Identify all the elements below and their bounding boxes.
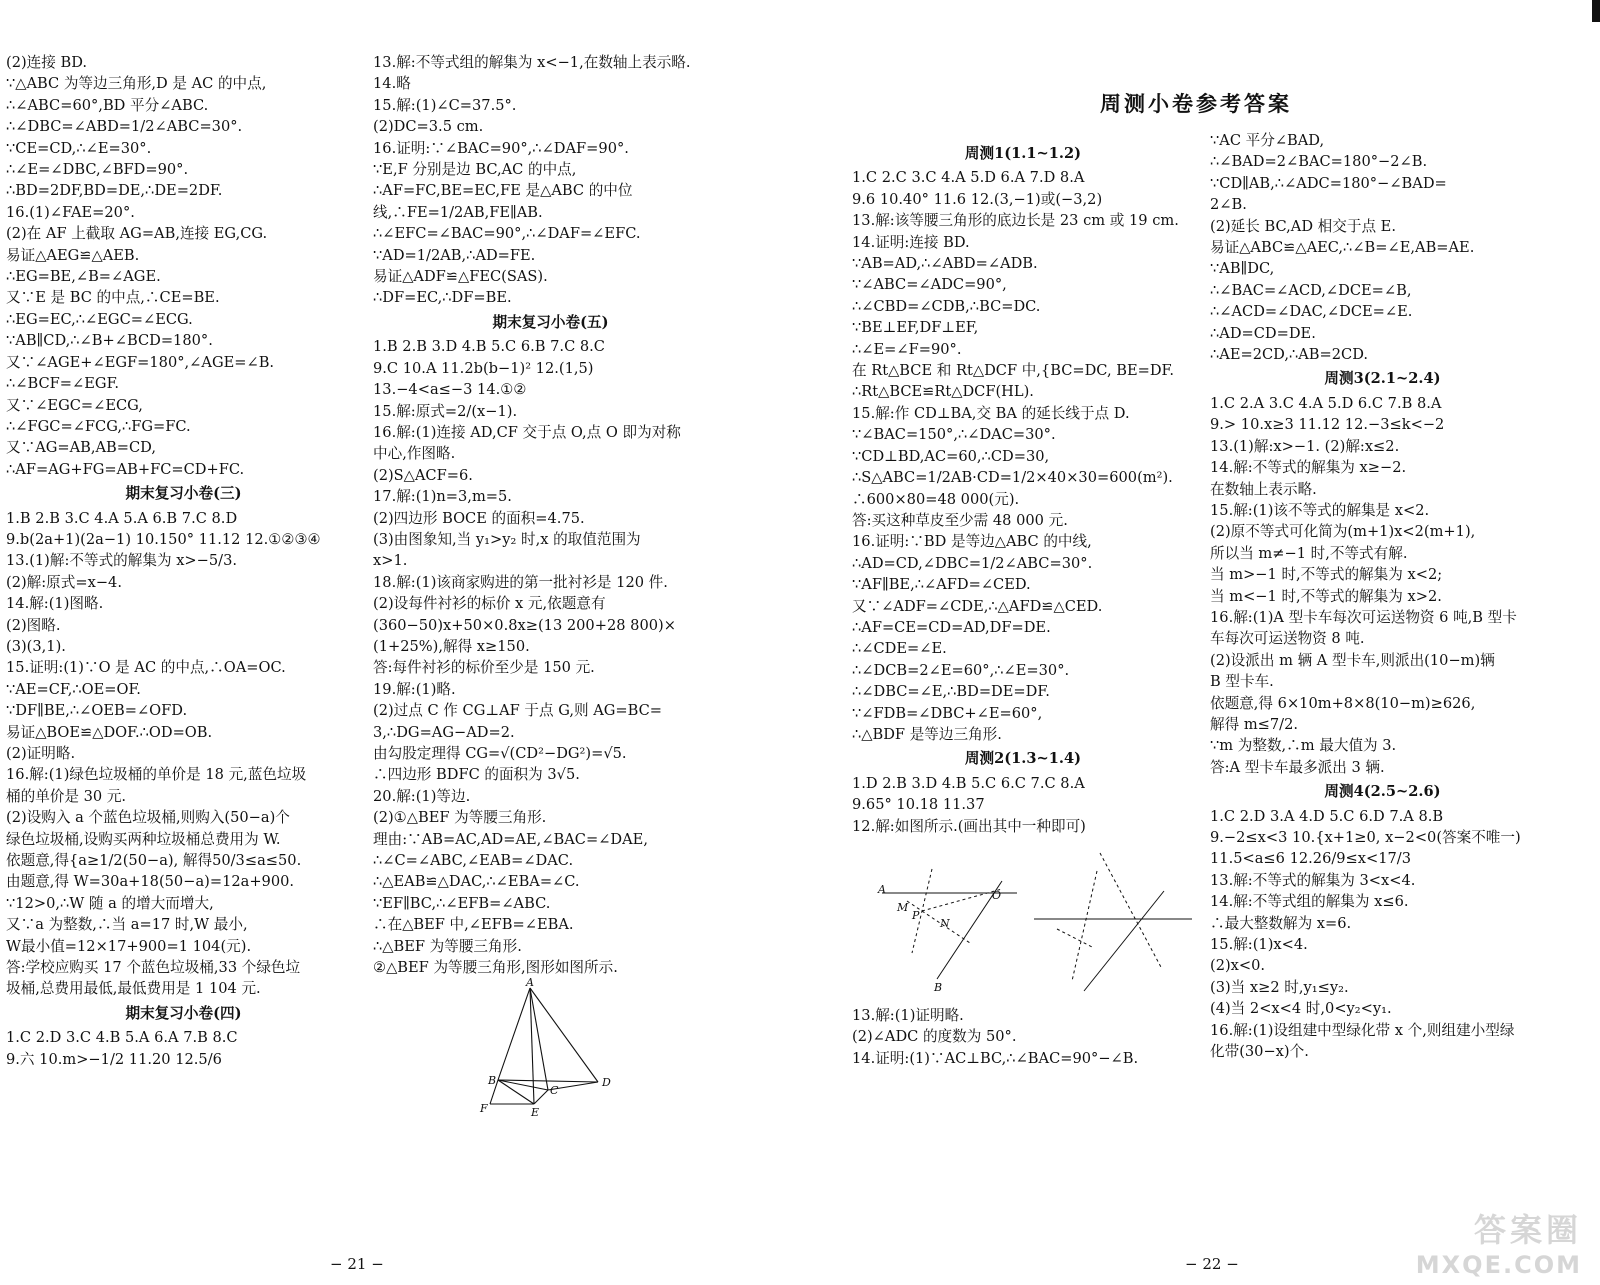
answer-line: 由题意,得 W=30a+18(50−a)=12a+900. xyxy=(6,873,295,891)
section-heading: 期末复习小卷(四) xyxy=(125,1004,242,1022)
answer-line: 1.C 2.A 3.C 4.A 5.D 6.C 7.B 8.A xyxy=(1210,394,1442,412)
section-heading: 周测1(1.1~1.2) xyxy=(964,145,1082,162)
answer-line: 当 m<−1 时,不等式的解集为 x>2. xyxy=(1210,587,1442,605)
answer-line: ∵CE=CD,∴∠E=30°. xyxy=(6,139,152,157)
section-heading: 周测3(2.1~2.4) xyxy=(1324,370,1441,388)
answer-line: ∵E,F 分别是边 BC,AC 的中点, xyxy=(373,161,577,179)
answer-line: 9.b(2a+1)(2a−1) 10.150° 11.12 12.①②③④ xyxy=(6,530,321,548)
figure-line xyxy=(1100,853,1162,969)
answer-line: 答:学校应购买 17 个蓝色垃圾桶,33 个绿色垃 xyxy=(6,959,301,977)
figure-label: N xyxy=(940,917,950,930)
answer-line: (2)x<0. xyxy=(1210,957,1266,975)
answer-line: (360−50)x+50×0.8x≥(13 200+28 800)× xyxy=(373,616,676,634)
answer-line: 答:A 型卡车最多派出 3 辆. xyxy=(1210,758,1385,776)
answer-line: ∴∠ABC=60°,BD 平分∠ABC. xyxy=(6,96,209,114)
answer-line: B 型卡车. xyxy=(1210,673,1274,691)
section-heading: 周测2(1.3~1.4) xyxy=(964,750,1082,768)
answer-line: 所以当 m≠−1 时,不等式有解. xyxy=(1210,544,1408,562)
answer-line: 依题意,得 6×10m+8×8(10−m)≥626, xyxy=(1210,694,1476,712)
answer-line: ∴AF=AG+FG=AB+FC=CD+FC. xyxy=(6,460,245,478)
answer-line: 1.D 2.B 3.D 4.B 5.C 6.C 7.C 8.A xyxy=(852,774,1085,792)
figure-segment xyxy=(530,988,598,1082)
answer-line: ∴∠CDE=∠E. xyxy=(852,640,947,658)
answer-line: ∴∠BCF=∠EGF. xyxy=(6,375,120,393)
page-title: 周测小卷参考答案 xyxy=(1100,91,1292,116)
answer-line: (2)过点 C 作 CG⊥AF 于点 G,则 AG=BC= xyxy=(373,702,663,720)
answer-line: ∴△BEF 为等腰三角形. xyxy=(373,937,522,955)
answer-line: 14.证明:连接 BD. xyxy=(852,233,970,251)
figure-line xyxy=(922,889,1002,911)
left-column-2 xyxy=(373,52,728,1120)
answer-line: 14.解:不等式的解集为 x≥−2. xyxy=(1210,459,1407,477)
figure-line xyxy=(1072,871,1097,981)
triangle-figure xyxy=(480,976,628,1120)
answer-line: 14.略 xyxy=(373,75,411,93)
answer-line: ∵CD∥AB,∴∠ADC=180°−∠BAD= xyxy=(1210,174,1447,192)
answer-line: 9.65° 10.18 11.37 xyxy=(852,796,985,814)
answer-line: ∵∠ABC=∠ADC=90°, xyxy=(852,276,1007,294)
answer-line: (2)设购入 a 个蓝色垃圾桶,则购入(50−a)个 xyxy=(6,809,290,827)
section-heading: 期末复习小卷(五) xyxy=(492,313,609,331)
answer-line: 17.解:(1)n=3,m=5. xyxy=(373,488,512,506)
answer-line: ∴600×80=48 000(元). xyxy=(852,490,1020,508)
answer-line: ∴∠FGC=∠FCG,∴FG=FC. xyxy=(6,417,191,435)
answer-line: (2)原不等式可化简为(m+1)x<2(m+1), xyxy=(1210,523,1476,541)
answer-line: 15.解:(1)∠C=37.5°. xyxy=(373,96,517,114)
section-heading: 周测4(2.5~2.6) xyxy=(1324,783,1441,801)
answer-line: 绿色垃圾桶,设购买两种垃圾桶总费用为 W. xyxy=(6,830,281,848)
answer-line: ∴△BDF 是等边三角形. xyxy=(852,725,1002,743)
answer-line: (2)在 AF 上截取 AG=AB,连接 EG,CG. xyxy=(6,225,268,243)
answer-line: ∴AD=CD=DE. xyxy=(1210,324,1316,342)
figure-line xyxy=(907,901,970,943)
answer-line: 9.−2≤x<3 10.{x+1≥0, x−2<0(答案不唯一) xyxy=(1210,829,1521,846)
answer-line: 15.解:(1)x<4. xyxy=(1210,936,1308,954)
answer-line: ∵AE=CF,∴OE=OF. xyxy=(6,680,141,698)
answer-line: 15.解:作 CD⊥BA,交 BA 的延长线于点 D. xyxy=(852,404,1130,422)
answer-line: (2)∠ADC 的度数为 50°. xyxy=(852,1028,1017,1046)
answer-line: ∴∠BAD=2∠BAC=180°−2∠B. xyxy=(1210,153,1428,171)
answer-line: 16.证明:∵∠BAC=90°,∴∠DAF=90°. xyxy=(373,139,629,157)
answer-line: ∵AB=AD,∴∠ABD=∠ADB. xyxy=(852,255,1038,273)
answer-line: 14.解:不等式组的解集为 x≤6. xyxy=(1210,893,1409,911)
answer-line: 易证△ABC≌△AEC,∴∠B=∠E,AB=AE. xyxy=(1210,239,1475,257)
answer-line: ∵BE⊥EF,DF⊥EF, xyxy=(852,319,979,337)
answer-line: ∵12>0,∴W 随 a 的增大而增大, xyxy=(6,894,214,912)
figure-label: A xyxy=(526,976,534,990)
answer-line: (2)四边形 BOCE 的面积=4.75. xyxy=(373,509,585,527)
answer-line: ∴EG=BE,∠B=∠AGE. xyxy=(6,268,161,286)
answer-line: 在 Rt△BCE 和 Rt△DCF 中,{BC=DC, BE=DF. xyxy=(852,362,1175,380)
answer-line: 中心,作图略. xyxy=(373,445,456,463)
answer-line: 13.解:不等式组的解集为 x<−1,在数轴上表示略. xyxy=(373,54,691,71)
answer-line: ∵∠BAC=150°,∴∠DAC=30°. xyxy=(852,426,1056,444)
answer-line: 13.解:不等式的解集为 3<x<4. xyxy=(1210,871,1416,889)
answer-line: ∴AE=2CD,∴AB=2CD. xyxy=(1210,346,1369,364)
left-column-1 xyxy=(6,52,361,1070)
answer-line: 13.(1)解:不等式的解集为 x>−5/3. xyxy=(6,552,237,570)
right-column-1 xyxy=(852,140,1194,1069)
right-column-2 xyxy=(1210,130,1555,1062)
answer-line: 答:买这种草皮至少需 48 000 元. xyxy=(852,511,1068,529)
answer-line: (2)解:原式=x−4. xyxy=(6,573,122,591)
answer-line: ∴最大整数解为 x=6. xyxy=(1210,914,1352,932)
answer-line: 14.证明:(1)∵AC⊥BC,∴∠BAC=90°−∠B. xyxy=(852,1049,1139,1067)
answer-line: 在数轴上表示略. xyxy=(1210,480,1317,498)
section-heading: 期末复习小卷(三) xyxy=(125,485,242,503)
answer-line: 易证△ADF≌△FEC(SAS). xyxy=(373,268,548,286)
answer-line: (3)由图象知,当 y₁>y₂ 时,x 的取值范围为 xyxy=(373,530,641,548)
answer-line: x>1. xyxy=(373,552,408,570)
answer-line: 又∵E 是 BC 的中点,∴CE=BE. xyxy=(6,289,220,307)
answer-line: ∵EF∥BC,∴∠EFB=∠ABC. xyxy=(373,894,551,912)
answer-line: ∴∠C=∠ABC,∠EAB=∠DAC. xyxy=(373,852,574,870)
answer-line: (1+25%),解得 x≥150. xyxy=(373,637,530,655)
answer-line: 由勾股定理得 CG=√(CD²−DG²)=√5. xyxy=(373,745,627,762)
answer-line: 9.> 10.x≥3 11.12 12.−3≤k<−2 xyxy=(1210,416,1445,434)
answer-line: 车每次可运送物资 8 吨. xyxy=(1210,630,1365,648)
answer-line: 1.B 2.B 3.C 4.A 5.A 6.B 7.C 8.D xyxy=(6,509,238,527)
figure-label: E xyxy=(531,1106,540,1120)
answer-line: 依题意,得{a≥1/2(50−a), 解得50/3≤a≤50. xyxy=(6,852,302,870)
geometry-figures xyxy=(852,841,1192,1001)
figure-label: B xyxy=(934,981,943,994)
answer-line: 桶的单价是 30 元. xyxy=(6,787,127,805)
page-number-left: − 21 − xyxy=(330,1255,384,1273)
answer-line: 1.C 2.C 3.C 4.A 5.D 6.A 7.D 8.A xyxy=(852,169,1085,187)
answer-line: 1.B 2.B 3.D 4.B 5.C 6.B 7.C 8.C xyxy=(373,338,605,356)
answer-line: ∵AC 平分∠BAD, xyxy=(1210,132,1325,149)
figure-line xyxy=(1057,929,1092,947)
answer-line: ∴BD=2DF,BD=DE,∴DE=2DF. xyxy=(6,182,223,200)
answer-line: (2)证明略. xyxy=(6,745,76,762)
answer-line: ∴四边形 BDFC 的面积为 3√5. xyxy=(373,766,580,784)
answer-line: ∴AF=CE=CD=AD,DF=DE. xyxy=(852,618,1051,636)
answer-line: ∴S△ABC=1/2AB·CD=1/2×40×30=600(m²). xyxy=(852,469,1173,487)
answer-line: 9.六 10.m>−1/2 11.20 12.5/6 xyxy=(6,1050,222,1068)
answer-line: (3)当 x≥2 时,y₁≤y₂. xyxy=(1210,978,1349,996)
answer-line: 当 m>−1 时,不等式的解集为 x<2; xyxy=(1210,566,1443,584)
answer-line: 20.解:(1)等边. xyxy=(373,787,471,805)
answer-line: 解得 m≤7/2. xyxy=(1210,715,1299,733)
answer-line: ②△BEF 为等腰三角形,图形如图所示. xyxy=(373,959,618,977)
answer-line: (2)S△ACF=6. xyxy=(373,466,473,484)
answer-line: 又∵∠EGC=∠ECG, xyxy=(6,396,143,414)
answer-line: ∵∠FDB=∠DBC+∠E=60°, xyxy=(852,704,1043,722)
answer-line: 易证△AEG≌△AEB. xyxy=(6,246,140,264)
answer-line: ∴EG=EC,∴∠EGC=∠ECG. xyxy=(6,310,193,328)
answer-line: ∵CD⊥BD,AC=60,∴CD=30, xyxy=(852,447,1050,465)
answer-line: 16.解:(1)设组建中型绿化带 x 个,则组建小型绿 xyxy=(1210,1021,1515,1039)
answer-line: (2)设派出 m 辆 A 型卡车,则派出(10−m)辆 xyxy=(1210,651,1495,669)
answer-line: 11.5<a≤6 12.26/9≤x<17/3 xyxy=(1210,850,1412,868)
answer-line: ∴∠DBC=∠E,∴BD=DE=DF. xyxy=(852,683,1050,701)
answer-line: 又∵a 为整数,∴当 a=17 时,W 最小, xyxy=(6,916,248,934)
answer-line: 理由:∵AB=AC,AD=AE,∠BAC=∠DAE, xyxy=(373,830,648,848)
figure-label: P xyxy=(912,909,920,922)
answer-line: (2)连接 BD. xyxy=(6,54,88,71)
figure-line xyxy=(1084,891,1164,991)
figure-segment xyxy=(534,1090,548,1104)
answer-line: 13.解:该等腰三角形的底边长是 23 cm 或 19 cm. xyxy=(852,212,1179,230)
answer-line: 12.解:如图所示.(画出其中一种即可) xyxy=(852,817,1086,835)
answer-line: ∴∠DBC=∠ABD=1/2∠ABC=30°. xyxy=(6,118,243,136)
answer-line: (2)图略. xyxy=(6,616,61,634)
answer-line: 又∵∠ADF=∠CDE,∴△AFD≌△CED. xyxy=(852,597,1103,615)
answer-line: 又∵AG=AB,AB=CD, xyxy=(6,439,156,457)
answer-line: 16.解:(1)连接 AD,CF 交于点 O,点 O 即为对称 xyxy=(373,423,681,441)
answer-line: 答:每件衬衫的标价至少是 150 元. xyxy=(373,659,595,677)
answer-line: ∴∠CBD=∠CDB,∴BC=DC. xyxy=(852,297,1041,315)
answer-line: 13.解:(1)证明略. xyxy=(852,1007,964,1024)
figure-label: C xyxy=(550,1084,559,1098)
answer-line: ∴AD=CD,∠DBC=1/2∠ABC=30°. xyxy=(852,554,1093,572)
answer-line: 16.解:(1)绿色垃圾桶的单价是 18 元,蓝色垃圾 xyxy=(6,766,307,784)
answer-line: (2)延长 BC,AD 相交于点 E. xyxy=(1210,217,1396,235)
answer-line: 19.解:(1)略. xyxy=(373,680,456,698)
watermark xyxy=(1416,1205,1582,1279)
answer-line: (4)当 2<x<4 时,0<y₂<y₁. xyxy=(1210,1000,1392,1018)
answer-line: 化带(30−x)个. xyxy=(1210,1043,1309,1061)
answer-line: ∵AF∥BE,∴∠AFD=∠CED. xyxy=(852,576,1031,594)
page-number-right: − 22 − xyxy=(1185,1255,1239,1273)
answer-line: ∴∠DCB=2∠E=60°,∴∠E=30°. xyxy=(852,661,1070,679)
answer-line: ∴∠ACD=∠DAC,∠DCE=∠E. xyxy=(1210,303,1413,321)
answer-line: ∴Rt△BCE≌Rt△DCF(HL). xyxy=(852,383,1034,401)
answer-line: ∴∠E=∠DBC,∠BFD=90°. xyxy=(6,161,189,179)
answer-line: 18.解:(1)该商家购进的第一批衬衫是 120 件. xyxy=(373,573,668,591)
right-page xyxy=(800,0,1600,1285)
answer-line: 15.证明:(1)∵O 是 AC 的中点,∴OA=OC. xyxy=(6,659,286,677)
figure-label: M xyxy=(897,901,909,914)
answer-line: ∴∠E=∠F=90°. xyxy=(852,340,962,358)
answer-line: 9.C 10.A 11.2b(b−1)² 12.(1,5) xyxy=(373,359,594,377)
answer-line: ∵△ABC 为等边三角形,D 是 AC 的中点, xyxy=(6,75,267,93)
figure-label: D xyxy=(602,1076,611,1090)
answer-line: (3)(3,1). xyxy=(6,637,66,655)
answer-line: 1.C 2.D 3.A 4.D 5.C 6.D 7.A 8.B xyxy=(1210,807,1444,825)
answer-line: W最小值=12×17+900=1 104(元). xyxy=(6,937,252,955)
figure-label: A xyxy=(878,883,886,896)
figure-label: O xyxy=(992,889,1002,902)
answer-line: 15.解:(1)该不等式的解集是 x<2. xyxy=(1210,501,1430,519)
answer-line: 15.解:原式=2/(x−1). xyxy=(373,402,518,420)
answer-line: ∵m 为整数,∴m 最大值为 3. xyxy=(1210,737,1397,755)
answer-line: ∵DF∥BE,∴∠OEB=∠OFD. xyxy=(6,702,188,720)
answer-line: (2)①△BEF 为等腰三角形. xyxy=(373,809,547,827)
answer-line: 13.(1)解:x>−1. (2)解:x≤2. xyxy=(1210,437,1400,455)
answer-line: ∴∠BAC=∠ACD,∠DCE=∠B, xyxy=(1210,281,1412,299)
answer-line: 线,∴FE=1/2AB,FE∥AB. xyxy=(373,203,543,221)
answer-line: (2)设每件衬衫的标价 x 元,依题意有 xyxy=(373,595,606,613)
answer-line: 14.解:(1)图略. xyxy=(6,595,104,613)
answer-line: 3,∴DG=AG−AD=2. xyxy=(373,723,515,741)
answer-line: 16.解:(1)A 型卡车每次可运送物资 6 吨,B 型卡 xyxy=(1210,608,1517,626)
watermark-text: 答案圈 xyxy=(1473,1211,1582,1249)
answer-line: 又∵∠AGE+∠EGF=180°,∠AGE=∠B. xyxy=(6,353,275,371)
answer-line: ∴AF=FC,BE=EC,FE 是△ABC 的中位 xyxy=(373,182,633,200)
figure-label: B xyxy=(488,1074,497,1088)
answer-line: 9.6 10.40° 11.6 12.(3,−1)或(−3,2) xyxy=(852,190,1103,208)
answer-line: ∴△EAB≌△DAC,∴∠EBA=∠C. xyxy=(373,873,580,891)
answer-line: 16.(1)∠FAE=20°. xyxy=(6,203,135,221)
answer-line: ∴在△BEF 中,∠EFB=∠EBA. xyxy=(373,916,574,934)
watermark-url: MXQE.COM xyxy=(1415,1251,1582,1279)
answer-line: 2∠B. xyxy=(1210,196,1247,214)
answer-line: 圾桶,总费用最低,最低费用是 1 104 元. xyxy=(6,980,261,998)
figure-segment xyxy=(498,988,530,1080)
answer-line: ∴∠EFC=∠BAC=90°,∴∠DAF=∠EFC. xyxy=(373,225,641,243)
answer-line: ∴DF=EC,∴DF=BE. xyxy=(373,289,512,307)
answer-line: ∵AB∥CD,∴∠B+∠BCD=180°. xyxy=(6,332,213,350)
answer-line: ∵AB∥DC, xyxy=(1210,260,1275,278)
figure-label: F xyxy=(480,1102,488,1116)
answer-line: 1.C 2.D 3.C 4.B 5.A 6.A 7.B 8.C xyxy=(6,1029,238,1047)
answer-line: (2)DC=3.5 cm. xyxy=(373,118,484,136)
answer-line: 13.−4<a≤−3 14.①② xyxy=(373,381,527,399)
answer-line: ∵AD=1/2AB,∴AD=FE. xyxy=(373,246,536,264)
answer-line: 易证△BOE≌△DOF.∴OD=OB. xyxy=(6,723,213,741)
answer-line: 16.证明:∵BD 是等边△ABC 的中线, xyxy=(852,533,1092,551)
figure-segment xyxy=(498,1080,598,1082)
